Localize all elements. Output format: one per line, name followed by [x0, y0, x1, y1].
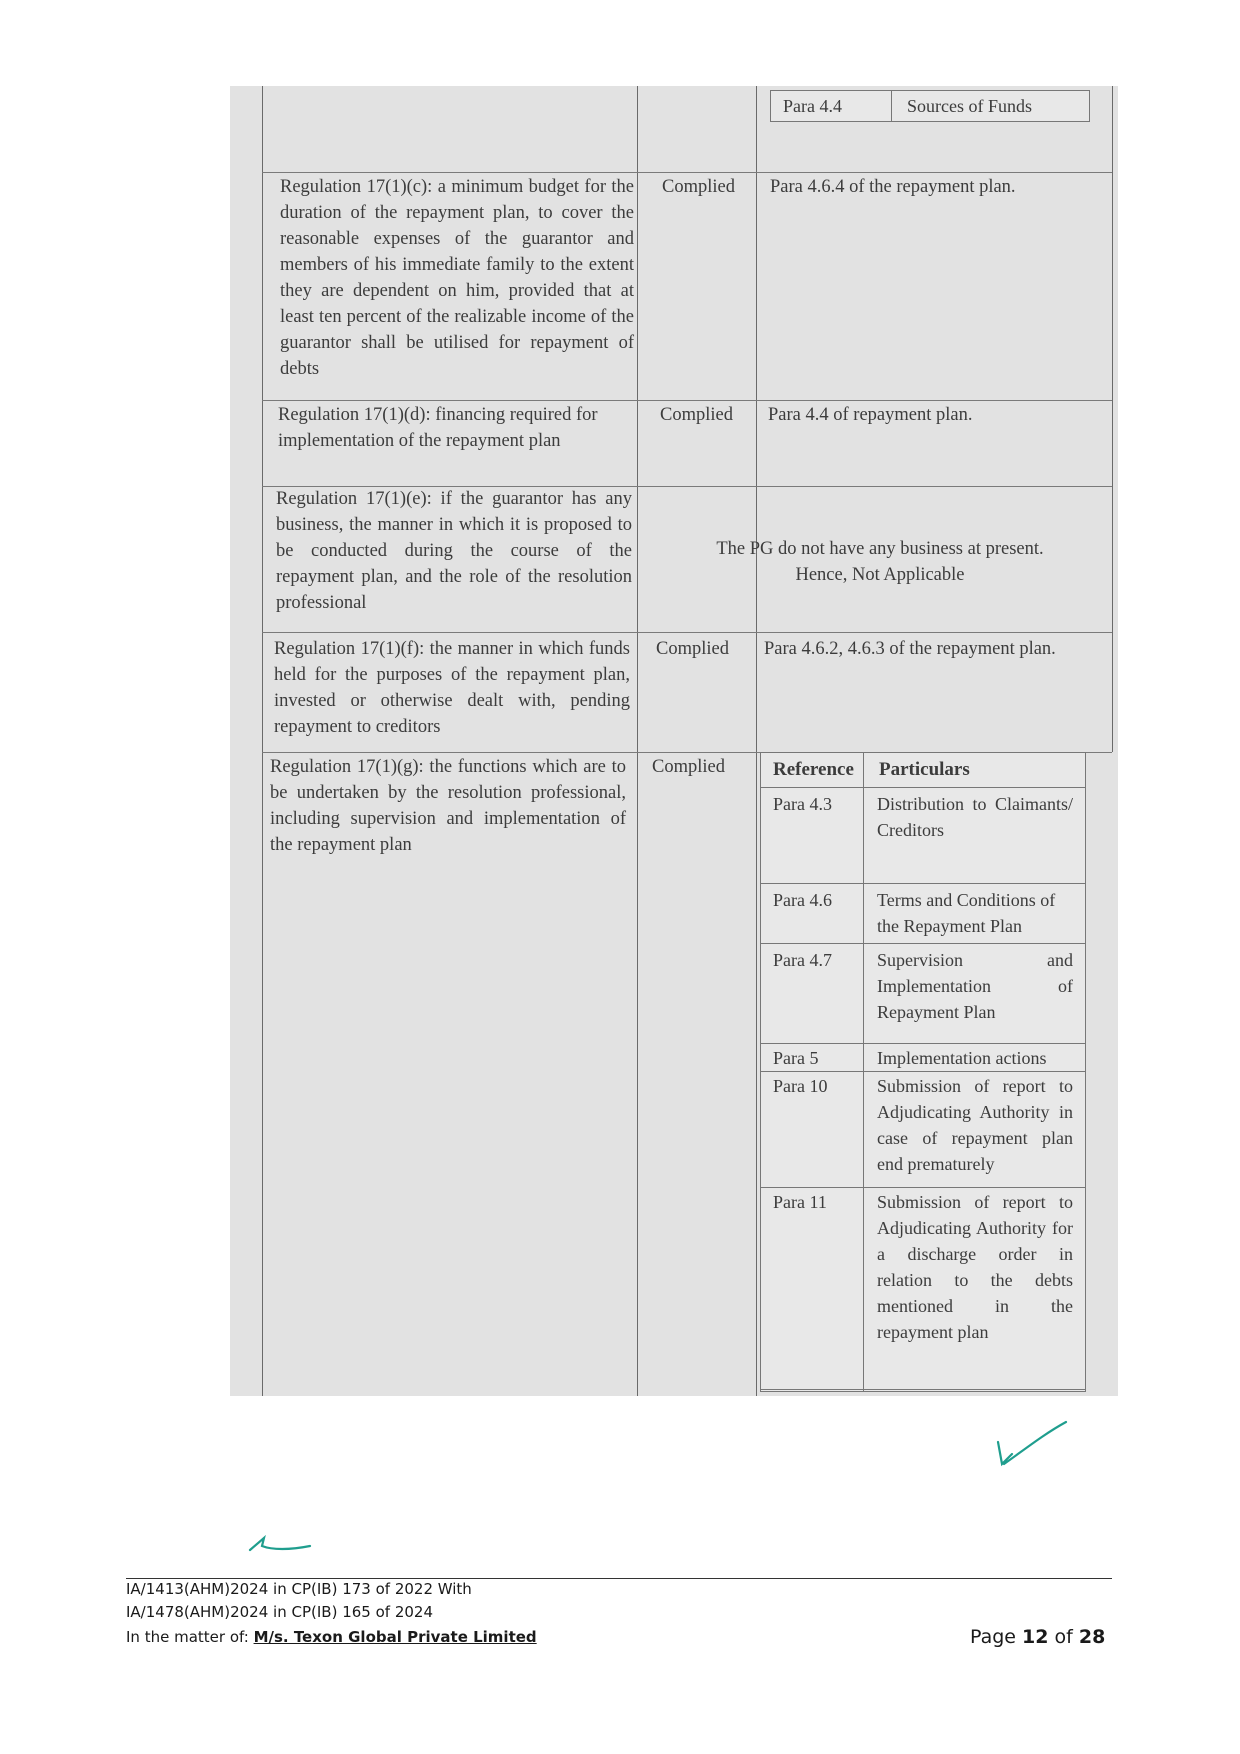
status-17-1-g: Complied: [652, 757, 725, 777]
sub-row-ref: Para 4.7: [773, 950, 832, 970]
reference-17-1-e: The PG do not have any business at present. Hence, Not Applicable: [716, 539, 1044, 585]
page-number: Page 12 of 28: [970, 1626, 1106, 1648]
footer-rule: [126, 1578, 1112, 1579]
sub-row-particulars: Submission of report to Adjudicating Authority for a discharge order in relation to the debts mentioned in the repayment plan: [877, 1192, 1073, 1342]
top-ref-label: Sources of Funds: [907, 96, 1032, 116]
top-reference-box: [770, 90, 1090, 122]
sub-row-ref: Para 4.3: [773, 794, 832, 814]
status-17-1-c: Complied: [662, 177, 735, 197]
regulation-17-1-d: Regulation 17(1)(d): financing required for implementation of the repayment plan: [278, 405, 598, 451]
reference-sub-table: [760, 752, 1086, 1392]
reference-17-1-d: Para 4.4 of repayment plan.: [768, 405, 973, 425]
sub-row-ref: Para 11: [773, 1192, 827, 1212]
sub-header-reference: Reference: [773, 759, 854, 780]
sub-row-particulars: Implementation actions: [877, 1048, 1047, 1068]
signature-tick: [984, 1420, 1074, 1480]
status-17-1-f: Complied: [656, 639, 729, 659]
sub-row-particulars: Submission of report to Adjudicating Authority in case of repayment plan end prematurely: [877, 1076, 1073, 1174]
case-number-line-1: IA/1413(AHM)2024 in CP(IB) 173 of 2022 With: [126, 1580, 472, 1598]
regulation-17-1-g: Regulation 17(1)(g): the functions which are to be undertaken by the resolution professional, including supervision and implementation of the repayment plan: [270, 757, 626, 855]
regulation-17-1-f: Regulation 17(1)(f): the manner in which funds held for the purposes of the repayment plan, invested or otherwise dealt with, pending repayment to creditors: [274, 639, 630, 737]
table-left-border: [262, 86, 263, 1396]
reference-17-1-c: Para 4.6.4 of the repayment plan.: [770, 177, 1016, 197]
col-divider-1: [637, 86, 638, 1396]
col-divider-2: [756, 86, 757, 1396]
initials-signature: [246, 1530, 316, 1560]
sub-header-particulars: Particulars: [879, 759, 970, 780]
regulation-17-1-c: Regulation 17(1)(c): a minimum budget for the duration of the repayment plan, to cover the reasonable expenses of the guarantor and members of his immediate family to the extent they are dependent on him, provided that at least ten percent of the realizable income of the guarantor shall be utilised for repayment of debts: [280, 177, 634, 379]
case-number-line-2: IA/1478(AHM)2024 in CP(IB) 165 of 2024: [126, 1603, 433, 1621]
matter-name: M/s. Texon Global Private Limited: [253, 1628, 537, 1646]
sub-row-ref: Para 10: [773, 1076, 828, 1096]
sub-row-ref: Para 5: [773, 1048, 819, 1068]
matter-line: [126, 1628, 537, 1646]
top-ref-para: Para 4.4: [783, 96, 842, 116]
row-divider: [262, 400, 1112, 401]
sub-row-particulars: Supervision and Implementation of Repayment Plan: [877, 950, 1073, 1022]
row-divider: [262, 632, 1112, 633]
sub-row-particulars: Distribution to Claimants/ Creditors: [877, 794, 1073, 840]
matter-prefix: In the matter of:: [126, 1628, 254, 1646]
sub-row-particulars: Terms and Conditions of the Repayment Plan: [877, 890, 1056, 936]
sub-row-ref: Para 4.6: [773, 890, 832, 910]
table-right-border: [1112, 86, 1113, 752]
row-divider: [262, 172, 1112, 173]
reference-17-1-f: Para 4.6.2, 4.6.3 of the repayment plan.: [764, 639, 1056, 659]
status-17-1-d: Complied: [660, 405, 733, 425]
regulation-17-1-e: Regulation 17(1)(e): if the guarantor has any business, the manner in which it is proposed to be conducted during the course of the repayment plan, and the role of the resolution professional: [276, 489, 632, 613]
